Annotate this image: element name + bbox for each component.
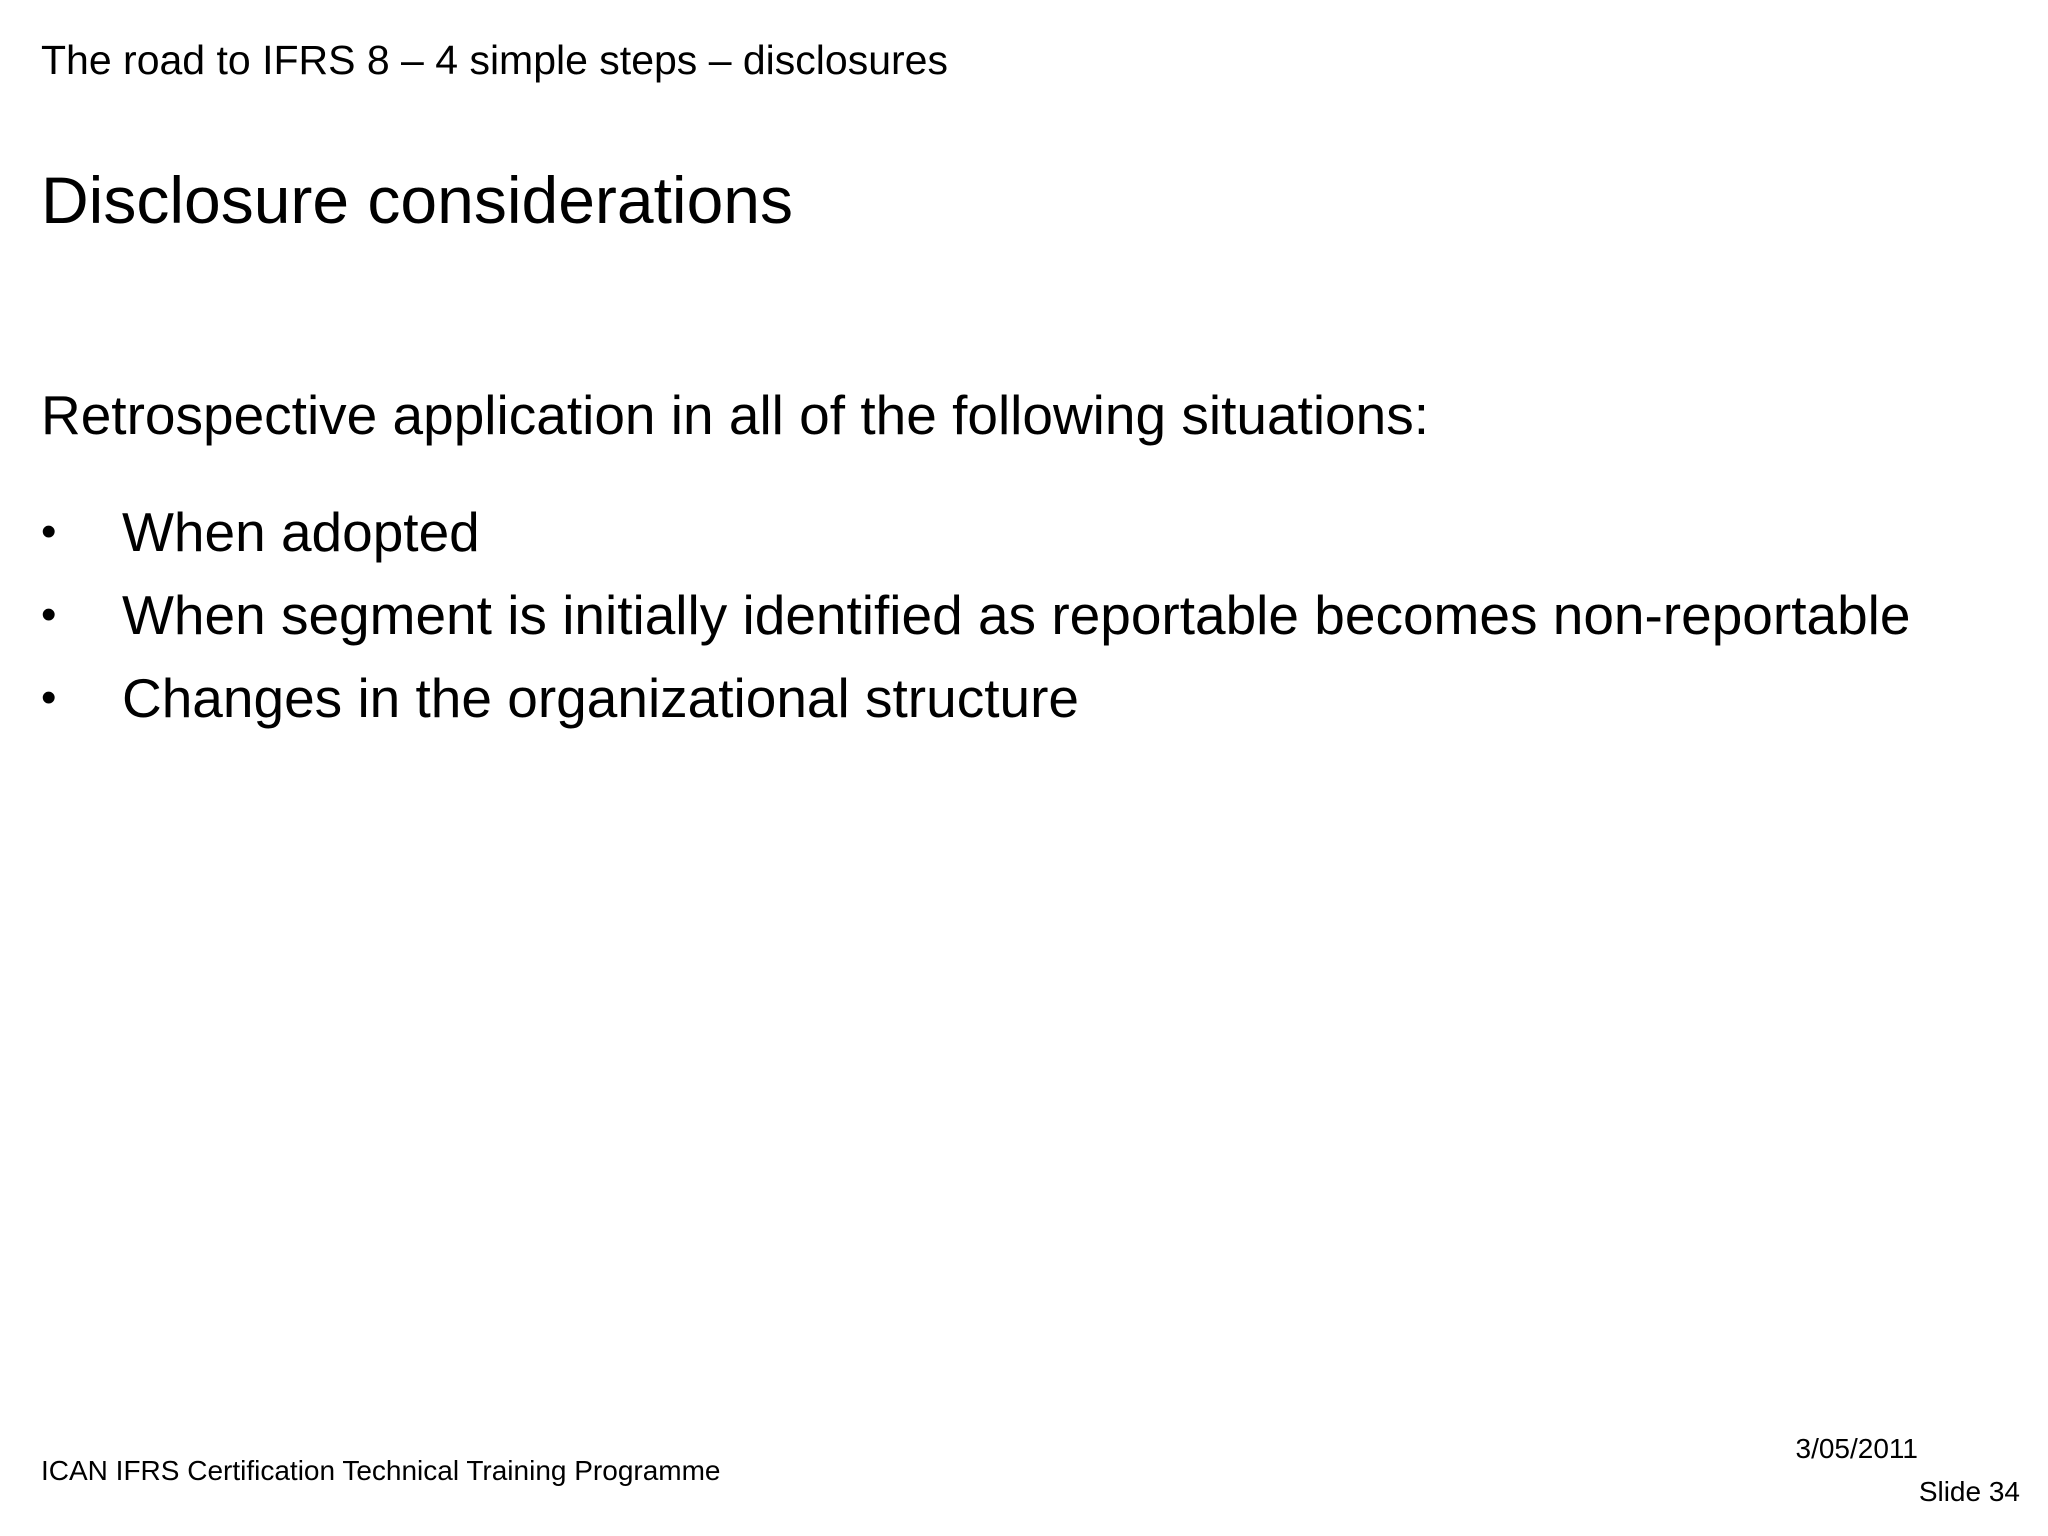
bullet-text: When segment is initially identified as reportable becomes non-reportable [122,584,1911,646]
bullet-icon: • [41,673,57,722]
bullet-text: Changes in the organizational structure [122,667,1079,729]
bullet-text: When adopted [122,501,480,563]
section-header: The road to IFRS 8 – 4 simple steps – disclosures [41,37,948,83]
bullet-icon: • [41,590,57,639]
slide-number: Slide 34 [1918,1476,2020,1507]
bullet-icon: • [41,507,57,556]
footer-programme: ICAN IFRS Certification Technical Training Programme [41,1455,721,1486]
slide-title: Disclosure considerations [41,163,794,237]
footer-date: 3/05/2011 [1795,1433,1918,1464]
intro-text: Retrospective application in all of the following situations: [41,384,1429,446]
